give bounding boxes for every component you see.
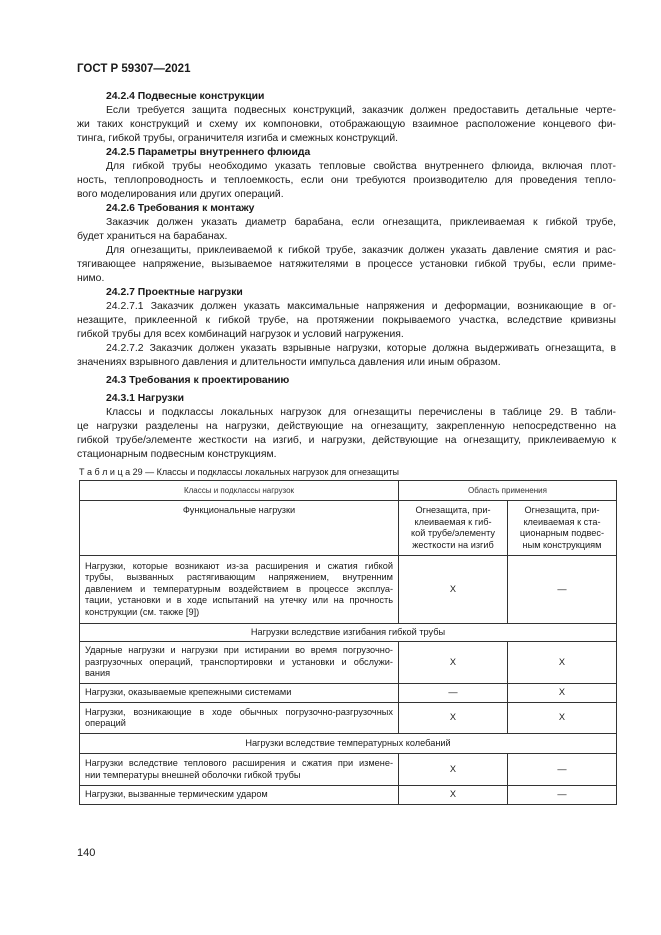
value-flexible-pipe: X xyxy=(399,786,508,805)
table-caption-text: 29 — Классы и подклассы локальных нагрузок для огнезащиты xyxy=(132,467,399,477)
text-line: 24.2.7.1 Заказчик должен указать максимальные напряжения и деформации, возникающие в ог- xyxy=(106,301,616,312)
cell-line: жесткости на изгиб xyxy=(412,539,494,550)
value-stationary: — xyxy=(508,754,617,786)
cell-line: Нагрузки, возникающие в ходе обычных погрузочно-разгрузочных xyxy=(85,706,393,717)
table-section-row xyxy=(80,624,617,642)
table-row xyxy=(80,556,617,624)
text-line: тягивающее напряжение, вызываемое натяжителями в процессе установки гибкой трубы, если приме- xyxy=(77,259,616,270)
load-description xyxy=(80,754,399,786)
cell-line: нии температуры внешней оболочки гибкой трубы xyxy=(85,769,301,780)
load-description xyxy=(80,642,399,684)
section-title: 24.3.1 Нагрузки xyxy=(106,393,184,404)
cell-line: операций xyxy=(85,718,126,728)
section-heading: Нагрузки вследствие температурных колебаний xyxy=(80,734,617,754)
text-line: нимо. xyxy=(77,273,105,284)
text-line: стационарным подвесным конструкциям. xyxy=(77,449,277,460)
header-col-flexible-pipe xyxy=(399,501,508,556)
cell-line: ционарным подвес- xyxy=(519,528,605,538)
text-line: Классы и подклассы локальных нагрузок для огнезащиты перечислены в таблице 29. В табли- xyxy=(106,407,616,418)
cell-line: Огнезащита, при- xyxy=(415,505,491,515)
header-application-area: Область применения xyxy=(399,481,617,501)
text-line: гибкой трубе/элементе жесткости на изгиб, и нагрузки, действующие на огнезащиту, приклеиваемую к xyxy=(77,435,616,446)
value-stationary: — xyxy=(508,556,617,624)
value-stationary: X xyxy=(508,642,617,684)
cell-line: кой трубе/элементу xyxy=(410,528,495,538)
table-caption-prefix: Т а б л и ц а xyxy=(79,467,131,477)
cell-line: разгрузочных операций, транспортировки и установки и обслужи- xyxy=(85,656,393,667)
cell-line: Нагрузки, которые возникают из-за расширения и сжатия гибкой xyxy=(85,560,393,571)
table-row xyxy=(80,703,617,734)
section-title: 24.3 Требования к проектированию xyxy=(106,375,290,386)
section-title: 24.2.5 Параметры внутреннего флюида xyxy=(106,147,311,158)
text-line: вого моделирования или других операций. xyxy=(77,189,284,200)
table-row xyxy=(80,684,617,703)
cell-line: давлением и температурным воздействием в процессе эксплуа- xyxy=(85,583,393,594)
page-number: 140 xyxy=(77,847,96,859)
text-line: будет храниться на барабанах. xyxy=(77,231,228,242)
table-row xyxy=(80,642,617,684)
value-stationary: X xyxy=(508,703,617,734)
section-title: 24.2.6 Требования к монтажу xyxy=(106,203,255,214)
header-col-stationary xyxy=(508,501,617,556)
loads-table xyxy=(79,480,617,805)
load-description: Нагрузки, оказываемые крепежными системами xyxy=(80,684,399,703)
cell-line: ным конструкциям xyxy=(522,539,602,550)
load-description xyxy=(80,556,399,624)
value-flexible-pipe: X xyxy=(399,754,508,786)
header-load-classes: Классы и подклассы нагрузок xyxy=(80,481,399,501)
page-header: ГОСТ Р 59307—2021 xyxy=(77,63,191,75)
value-flexible-pipe: X xyxy=(399,642,508,684)
value-stationary: — xyxy=(508,786,617,805)
cell-line: Ударные нагрузки и нагрузки при истирании во время погрузочно- xyxy=(85,645,393,656)
table-row xyxy=(80,786,617,805)
section-title: 24.2.7 Проектные нагрузки xyxy=(106,287,243,298)
text-line: Для гибкой трубы необходимо указать тепловые свойства внутреннего флюида, включая плот- xyxy=(106,161,616,172)
load-description xyxy=(80,703,399,734)
section-heading: Нагрузки вследствие изгибания гибкой трубы xyxy=(80,624,617,642)
text-line: незащите, приклеенной к гибкой трубе, на протяжении покрываемого участка, вследствие кривизны xyxy=(77,315,616,326)
text-line: тинга, гибкой трубы, ограничителя изгиба и смежных конструкций. xyxy=(77,133,399,144)
table-caption xyxy=(79,466,399,478)
value-flexible-pipe: X xyxy=(399,703,508,734)
text-line: значениях взрывного давления и длительности импульса давления или иным образом. xyxy=(77,357,501,368)
cell-line: Нагрузки вследствие теплового расширения и сжатия при измене- xyxy=(85,758,393,768)
cell-line: клеиваемая к гиб- xyxy=(414,516,492,527)
text-line: ность, теплопроводность и теплоемкость, если они требуются производителю для проведения тепло- xyxy=(77,175,616,186)
text-line: Заказчик должен указать диаметр барабана, если огнезащита, приклеиваемая к гибкой трубе, xyxy=(106,217,616,228)
text-line: Для огнезащиты, приклеиваемой к гибкой трубе, заказчик должен указать давление смятия и рас- xyxy=(106,245,616,256)
functional-loads-label: Функциональные нагрузки xyxy=(80,501,399,556)
value-stationary: X xyxy=(508,684,617,703)
text-line: Если требуется защита подвесных конструкций, заказчик должен предоставить детальные черте- xyxy=(106,105,616,116)
cell-line: Огнезащита, при- xyxy=(524,505,600,515)
table-header-row xyxy=(80,481,617,501)
text-line: 24.2.7.2 Заказчик должен указать взрывные нагрузки, которые должна выдерживать огнезащита, в xyxy=(106,343,616,354)
value-flexible-pipe: — xyxy=(399,684,508,703)
table-subheader-row xyxy=(80,501,617,556)
section-title: 24.2.4 Подвесные конструкции xyxy=(106,91,265,102)
text-line: жи таких конструкций и схему их компоновки, отображающую взаимное расположение концевого фи- xyxy=(77,119,616,130)
load-description: Нагрузки, вызванные термическим ударом xyxy=(80,786,399,805)
cell-line: конструкции (см. также [9]) xyxy=(85,606,200,617)
table-row xyxy=(80,754,617,786)
cell-line: трубы, вызванных растягивающим напряжением, внутренним xyxy=(85,572,393,583)
text-line: це нагрузки разделены на нагрузки, действующие на огнезащиту, закрепленную непосредственно на xyxy=(77,421,616,432)
cell-line: тации, установки и в ходе испытаний на утечку или на прочность xyxy=(85,595,393,606)
text-line: гибкой трубы для всех комбинаций нагрузок и условий нагружения. xyxy=(77,329,404,340)
table-section-row xyxy=(80,734,617,754)
cell-line: вания xyxy=(85,668,111,679)
cell-line: клеиваемая к ста- xyxy=(523,516,601,527)
value-flexible-pipe: X xyxy=(399,556,508,624)
